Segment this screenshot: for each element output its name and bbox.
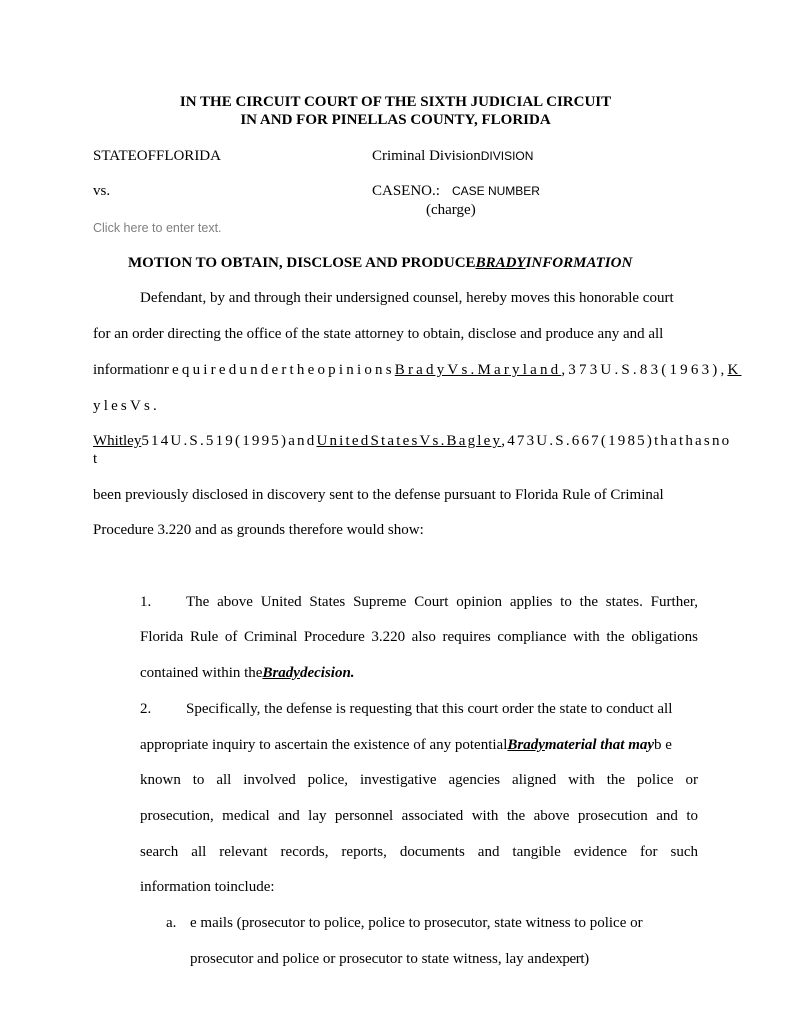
case-cite-brady: BradyVs.Maryland [394,362,562,378]
item-2-brady: Brady [507,737,545,753]
intro-line-5-b: ,473U.S.667(1985)thathasno [501,433,732,449]
intro-line-2: for an order directing the office of the state attorney to obtain, disclose and produce any and all [93,326,664,342]
intro-line-5 [93,433,731,450]
item-1-brady: Brady [262,665,300,681]
intro-line-6: been previously disclosed in discovery sent to the defense pursuant to Florida Rule of Criminal [93,487,664,503]
division-label: Criminal Division [372,148,481,164]
division-field [372,148,533,165]
intro-line-3-b: requiredundertheopinions [163,362,395,378]
court-heading-line2: IN AND FOR PINELLAS COUNTY, FLORIDA [240,112,551,128]
item-1-number: 1. [140,594,152,610]
motion-title-lead: MOTION TO OBTAIN, DISCLOSE AND PRODUCE [128,255,476,271]
case-cite-kyles-start: K [727,362,742,378]
defendant-name-placeholder[interactable]: Click here to enter text. [93,221,222,235]
motion-title [128,255,632,272]
versus-text: vs. [93,183,111,199]
motion-title-tail: INFORMATION [525,255,633,271]
item-2-line-2 [140,737,672,754]
case-number-field [372,183,540,200]
item-2-line-5: search all relevant records, reports, documents and tangible evidence for such [140,844,698,860]
item-1-line-2: Florida Rule of Criminal Procedure 3.220 also requires compliance with the obligations [140,629,698,645]
item-2-line-3: known to all involved police, investigative agencies aligned with the police or [140,772,698,788]
item-2-line-2-a: appropriate inquiry to ascertain the existence of any potential [140,737,508,753]
motion-title-brady: BRADY [475,255,526,271]
case-cite-whitley: Whitley [93,433,142,449]
party-name: STATEOFFLORIDA [93,148,221,164]
item-a-line-2 [190,951,589,968]
case-number-label: CASENO.: [372,183,440,199]
case-cite-kyles: ylesVs. [93,398,160,414]
item-2-material: material that may [544,737,655,753]
item-2-line-1: Specifically, the defense is requesting that this court order the state to conduct all [186,701,673,717]
intro-line-5-wrap: t [93,451,98,467]
item-1-decision: decision. [299,665,355,681]
case-cite-bagley: UnitedStatesVs.Bagley [316,433,502,449]
item-2-line-6: information toinclude: [140,879,275,895]
case-number-value[interactable]: CASE NUMBER [451,184,540,198]
intro-line-5-a: 514U.S.519(1995)and [141,433,317,449]
intro-line-3-c: ,373U.S.83(1963), [561,362,728,378]
intro-line-3-a: information [93,362,164,378]
item-2-number: 2. [140,701,152,717]
item-a-line-2-b: expert) [549,951,589,967]
intro-line-3 [93,362,741,379]
item-2-line-4: prosecution, medical and lay personnel associated with the above prosecution and to [140,808,698,824]
item-a-line-2-a: prosecutor and police or prosecutor to state witness, lay and [190,951,550,967]
item-a-letter: a. [166,915,177,931]
item-1-line-1: The above United States Supreme Court opinion applies to the states. Further, [186,594,698,610]
item-1-line-3-a: contained within the [140,665,263,681]
item-a-line-1: e mails (prosecutor to police, police to prosecutor, state witness to police or [190,915,643,931]
intro-line-1: Defendant, by and through their undersigned counsel, hereby moves this honorable court [140,290,674,306]
division-value[interactable]: DIVISION [480,149,534,163]
intro-line-7: Procedure 3.220 and as grounds therefore would show: [93,522,424,538]
charge-text: (charge) [426,202,476,218]
item-1-line-3 [140,665,355,682]
item-2-line-2-c: b e [654,737,672,753]
court-heading-line1: IN THE CIRCUIT COURT OF THE SIXTH JUDICIAL CIRCUIT [179,94,612,110]
